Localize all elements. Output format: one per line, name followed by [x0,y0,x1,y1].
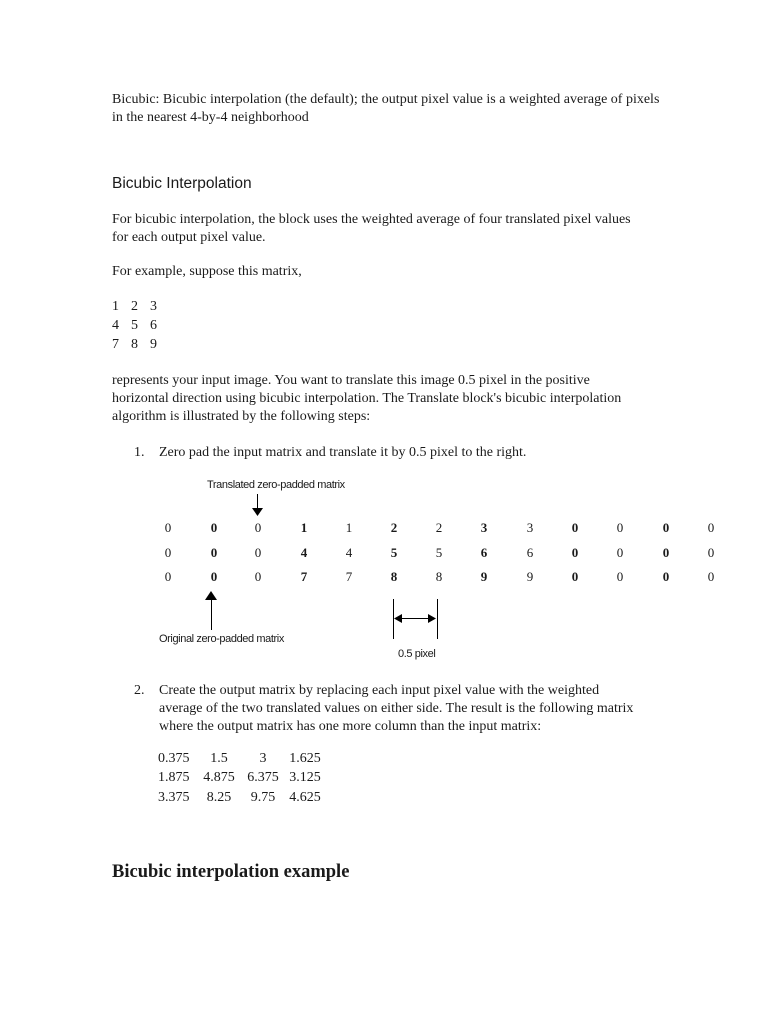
figure-matrix-cell: 0 [571,520,579,535]
matrix-cell: 0.375 [158,751,190,766]
arrow-right-icon [428,614,436,623]
figure-matrix-cell: 7 [300,569,308,584]
matrix-cell: 3.125 [289,770,321,785]
matrix-cell: 1.5 [210,751,228,766]
figure-matrix-cell: 0 [210,520,218,535]
matrix-cell: 5 [131,318,138,333]
figure-matrix-cell: 1 [345,520,353,535]
step-text: Create the output matrix by replacing each input pixel value with the weighted average of the two translated values on either side. The result is the following matrix where the output matrix has one more column than the input matrix: [159,683,634,734]
figure-matrix-cell: 0 [707,569,715,584]
figure-matrix-cell: 2 [435,520,443,535]
explanation-paragraph: represents your input image. You want to translate this image 0.5 pixel in the positive horizontal direction using bicubic interpolation. The Translate block's bicubic interpolation algorithm is illustrated by the following steps: [112,373,622,424]
figure-matrix-cell: 0 [571,569,579,584]
figure-matrix-cell: 0 [164,569,172,584]
input-matrix-row [112,299,169,315]
figure-matrix-cell: 8 [435,569,443,584]
figure-matrix-cell: 9 [480,569,488,584]
translated-matrix-label: Translated zero-padded matrix [207,479,345,491]
step-number: 2. [134,683,145,698]
matrix-cell: 7 [112,337,119,352]
matrix-cell: 1.625 [289,751,321,766]
figure-matrix-cell: 4 [345,545,353,560]
matrix-cell: 3 [150,299,157,314]
output-matrix-row [158,790,326,806]
figure-matrix-cell: 0 [254,545,262,560]
matrix-cell: 9 [150,337,157,352]
arrow-left-icon [394,614,402,623]
figure-matrix-cell: 6 [526,545,534,560]
figure-matrix-cell: 0 [616,545,624,560]
step-number: 1. [134,445,145,460]
figure-matrix-cell: 6 [480,545,488,560]
figure-matrix-cell: 8 [390,569,398,584]
figure-matrix-cell: 3 [526,520,534,535]
figure-matrix-cell: 0 [616,569,624,584]
matrix-cell: 8 [131,337,138,352]
matrix-cell: 4.625 [289,790,321,805]
matrix-cell: 9.75 [250,790,276,805]
original-matrix-label: Original zero-padded matrix [159,633,284,645]
matrix-cell: 4.875 [203,770,235,785]
example-intro: For example, suppose this matrix, [112,264,302,279]
section-heading: Bicubic Interpolation [112,175,252,192]
matrix-cell: 1 [112,299,119,314]
figure-matrix-cell: 0 [210,545,218,560]
figure-matrix-cell: 0 [707,545,715,560]
matrix-cell: 3.375 [158,790,190,805]
matrix-cell: 8.25 [206,790,232,805]
figure-matrix-cell: 0 [210,569,218,584]
input-matrix-row [112,337,169,353]
figure-matrix-cell: 0 [164,520,172,535]
figure-matrix-cell: 3 [480,520,488,535]
matrix-cell: 6.375 [247,770,279,785]
example-heading: Bicubic interpolation example [112,862,350,882]
figure-matrix-cell: 0 [254,569,262,584]
original-arrow-shaft [211,598,212,630]
intro-paragraph: Bicubic: Bicubic interpolation (the default); the output pixel value is a weighted average of pixels in the nearest 4-by-4 neighborhood [112,92,660,125]
figure-matrix-cell: 0 [616,520,624,535]
matrix-cell: 3 [259,751,267,766]
description-paragraph: For bicubic interpolation, the block uses the weighted average of four translated pixel values for each output pixel value. [112,212,631,245]
matrix-cell: 1.875 [158,770,190,785]
figure-matrix-cell: 0 [662,520,670,535]
input-matrix-row [112,318,169,334]
matrix-cell: 6 [150,318,157,333]
figure-matrix-cell: 5 [435,545,443,560]
output-matrix-row [158,770,326,786]
figure-matrix-cell: 5 [390,545,398,560]
figure-matrix-cell: 0 [662,569,670,584]
figure-matrix-cell: 0 [707,520,715,535]
figure-matrix-cell: 0 [662,545,670,560]
figure-matrix-cell: 0 [254,520,262,535]
figure-matrix-cell: 0 [164,545,172,560]
figure-matrix-cell: 1 [300,520,308,535]
figure-matrix-cell: 2 [390,520,398,535]
output-matrix-row [158,751,326,767]
arrow-down-icon [252,508,263,517]
figure-matrix-cell: 4 [300,545,308,560]
step-text: Zero pad the input matrix and translate it by 0.5 pixel to the right. [159,445,527,460]
shift-label: 0.5 pixel [398,648,436,660]
figure-matrix-cell: 0 [571,545,579,560]
matrix-cell: 4 [112,318,119,333]
shift-bracket-right [437,599,438,639]
figure-matrix-cell: 9 [526,569,534,584]
matrix-cell: 2 [131,299,138,314]
figure-matrix-cell: 7 [345,569,353,584]
